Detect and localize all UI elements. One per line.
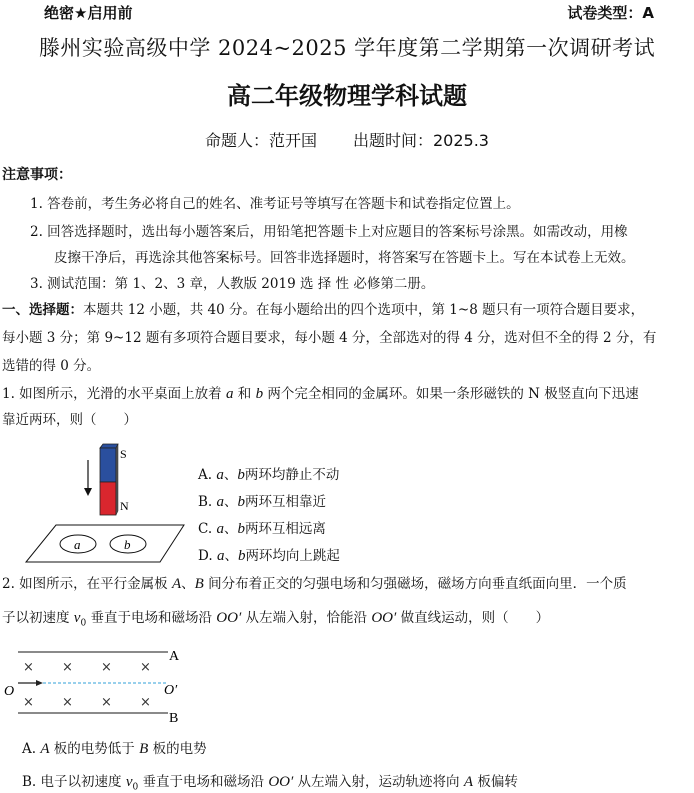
q2-plates-figure xyxy=(0,640,200,730)
svg-text:×: × xyxy=(23,660,34,675)
section-intro: 一、选择题：本题共 12 小题，共 40 分。在每小题给出的四个选项中，第 1~8 题只有一项符合题目要求， xyxy=(2,302,645,318)
school-exam-title: 滕州实验高级中学 2024~2025 学年度第二学期第一次调研考试 xyxy=(38,36,656,60)
q1-magnet-figure xyxy=(20,440,190,565)
svg-text:×: × xyxy=(62,695,73,710)
notice-heading: 注意事项： xyxy=(2,167,72,183)
page-title: 高二年级物理学科试题 xyxy=(227,81,467,110)
q1-option-a[interactable]: A. a、b两环均静止不动 xyxy=(198,467,340,483)
notice-item-1: 1. 答卷前，考生务必将自己的姓名、准考证号等填写在答题卡和试卷指定位置上。 xyxy=(30,196,520,212)
section-line-3: 选错的得 0 分。 xyxy=(2,358,101,374)
svg-text:×: × xyxy=(140,660,151,675)
svg-text:b: b xyxy=(124,537,131,552)
section-line-2: 每小题 3 分；第 9~12 题有多项符合题目要求，每小题 4 分，全部选对的得 4 分，选对但不全的得 2 分，有 xyxy=(2,330,657,346)
q1-option-c[interactable]: C. a、b两环互相远离 xyxy=(198,521,326,537)
svg-text:B: B xyxy=(169,711,179,726)
q2-stem-line1: 2. 如图所示，在平行金属板 A、B 间分布着正交的匀强电场和匀强磁场，磁场方向垂直纸面向里．一个质 xyxy=(2,576,627,592)
svg-text:×: × xyxy=(140,695,151,710)
time-label: 出题时间：2025.3 xyxy=(353,131,489,150)
svg-text:×: × xyxy=(101,695,112,710)
magnetic-field-crosses xyxy=(23,660,151,710)
magnet-n-pole xyxy=(100,482,116,515)
table-surface xyxy=(26,525,184,562)
author-label: 命题人：范开国 xyxy=(204,131,317,150)
notice-item-2: 2. 回答选择题时，选出每小题答案后，用铅笔把答题卡上对应题目的答案标号涂黑。如需改动，用橡 xyxy=(30,224,628,240)
paper-type-label: 试卷类型：A xyxy=(567,4,654,22)
q2-option-a[interactable]: A. A 板的电势低于 B 板的电势 xyxy=(22,741,207,757)
q1-option-b[interactable]: B. a、b两环互相靠近 xyxy=(198,494,327,510)
pole-n-label: N xyxy=(120,499,129,513)
svg-text:O: O xyxy=(4,684,15,699)
section-heading: 一、选择题： xyxy=(2,302,83,318)
confidential-label: 绝密★启用前 xyxy=(44,4,133,22)
pole-s-label: S xyxy=(120,447,127,461)
notice-item-2-cont: 皮擦干净后，再选涂其他答案标号。回答非选择题时，将答案写在答题卡上。写在本试卷上无效。 xyxy=(54,250,635,266)
q1-stem-line1: 1. 如图所示，光滑的水平桌面上放着 a 和 b 两个完全相同的金属环。如果一条形磁铁的 N 极竖直向下迅速 xyxy=(2,386,639,402)
notice-item-3: 3. 测试范围：第 1、2、3 章，人教版 2019 选 择 性 必修第二册。 xyxy=(30,276,435,292)
svg-text:a: a xyxy=(74,537,81,552)
author-line xyxy=(0,128,694,151)
magnet-s-pole xyxy=(100,448,116,482)
svg-text:×: × xyxy=(101,660,112,675)
q1-option-d[interactable]: D. a、b两环均向上跳起 xyxy=(198,548,340,564)
q1-stem-line2: 靠近两环，则（ ） xyxy=(2,412,137,428)
svg-text:A: A xyxy=(169,649,180,664)
svg-text:×: × xyxy=(23,695,34,710)
svg-text:×: × xyxy=(62,660,73,675)
svg-text:O′: O′ xyxy=(164,683,178,698)
q2-stem-line2: 子以初速度 $v_0$ 垂直于电场和磁场沿 OO′ 从左端入射，恰能沿 OO′ 做直线运动，则（ ） xyxy=(2,610,550,629)
q2-option-b[interactable]: B. 电子以初速度 $v_0$ 垂直于电场和磁场沿 OO′ 从左端入射，运动轨迹将向 A 板偏转 xyxy=(22,774,518,793)
